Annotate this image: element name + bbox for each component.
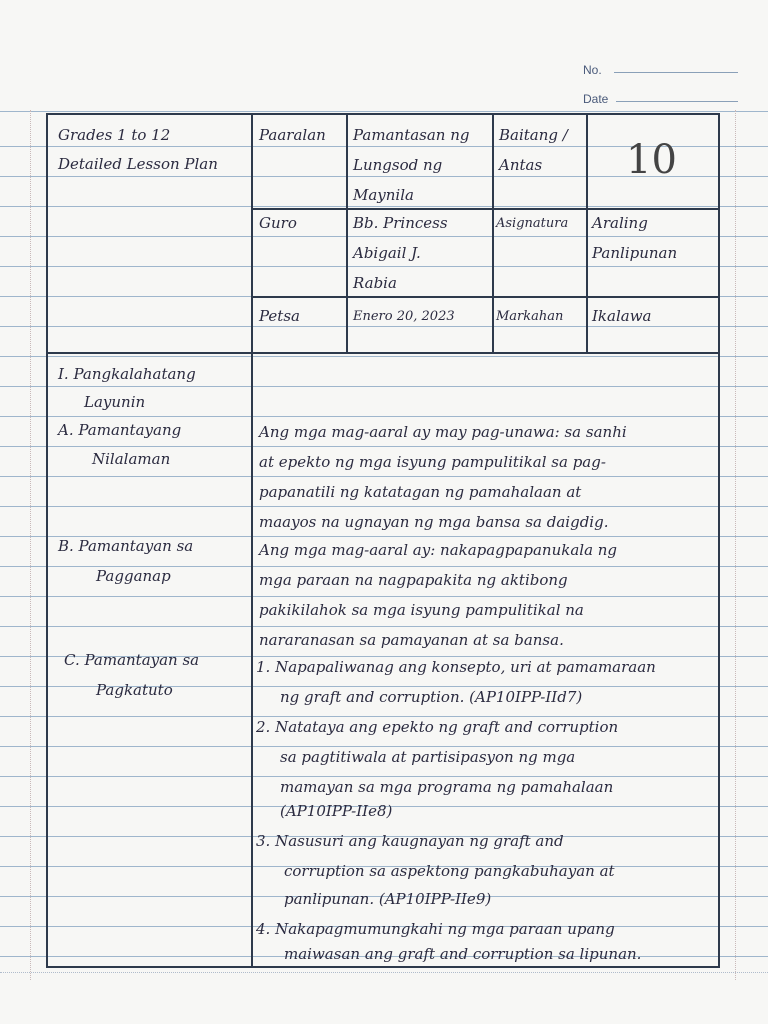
- section-a-label-line-1: A. Pamantayang: [58, 421, 182, 439]
- section-c-content-line-2: ng graft and corruption. (AP10IPP-IId7): [280, 688, 583, 706]
- section-1-heading-line-1: I. Pangkalahatang: [58, 365, 196, 383]
- section-c-content-line-11: maiwasan ang graft and corruption sa lipunan.: [284, 945, 642, 963]
- section-1-heading-line-2: Layunin: [84, 393, 146, 411]
- section-a-content-line-1: Ang mga mag-aaral ay may pag-unawa: sa sanhi: [259, 423, 627, 441]
- markahan-label: Markahan: [496, 309, 564, 324]
- asignatura-value-line-2: Panlipunan: [592, 244, 678, 262]
- section-b-content-line-4: nararanasan sa pamayanan at sa bansa.: [259, 631, 564, 649]
- section-c-content-line-1: 1. Napapaliwanag ang konsepto, uri at pamamaraan: [256, 658, 656, 676]
- section-b-content-line-1: Ang mga mag-aaral ay: nakapagpapanukala ng: [259, 541, 618, 559]
- markahan-value: Ikalawa: [592, 307, 652, 325]
- guro-value-line-2: Abigail J.: [353, 244, 421, 262]
- section-b-content-line-3: pakikilahok sa mga isyung pampulitikal na: [259, 601, 584, 619]
- no-line: [614, 72, 738, 73]
- date-line: [616, 101, 738, 102]
- section-c-content-line-8: corruption sa aspektong pangkabuhayan at: [284, 862, 615, 880]
- paaralan-value-line-3: Maynila: [353, 186, 414, 204]
- baitang-label-line-2: Antas: [499, 156, 543, 174]
- date-label: Date: [583, 92, 609, 106]
- section-a-content-line-3: papanatili ng katatagan ng pamahalaan at: [259, 483, 582, 501]
- section-c-content-line-9: panlipunan. (AP10IPP-IIe9): [284, 890, 492, 908]
- section-a-label-line-2: Nilalaman: [92, 450, 171, 468]
- paaralan-label: Paaralan: [259, 126, 326, 144]
- section-c-content-line-5: mamayan sa mga programa ng pamahalaan: [280, 778, 614, 796]
- guro-value-line-1: Bb. Princess: [353, 214, 448, 232]
- title-line-1: Grades 1 to 12: [58, 126, 171, 144]
- section-b-label-line-2: Pagganap: [96, 567, 171, 585]
- asignatura-value-line-1: Araling: [592, 214, 648, 232]
- section-c-content-line-7: 3. Nasusuri ang kaugnayan ng graft and: [256, 832, 564, 850]
- paaralan-value-line-1: Pamantasan ng: [353, 126, 470, 144]
- section-c-content-line-4: sa pagtitiwala at partisipasyon ng mga: [280, 748, 576, 766]
- title-line-2: Detailed Lesson Plan: [58, 155, 218, 173]
- baitang-label-line-1: Baitang /: [499, 126, 568, 144]
- section-c-label-line-2: Pagkatuto: [96, 681, 173, 699]
- guro-label: Guro: [259, 214, 297, 232]
- section-b-label-line-1: B. Pamantayan sa: [58, 537, 194, 555]
- guro-value-line-3: Rabia: [353, 274, 397, 292]
- section-c-content-line-10: 4. Nakapagmumungkahi ng mga paraan upang: [256, 920, 615, 938]
- section-a-content-line-4: maayos na ugnayan ng mga bansa sa daigdig.: [259, 513, 609, 531]
- asignatura-label: Asignatura: [496, 216, 569, 231]
- paaralan-value-line-2: Lungsod ng: [353, 156, 443, 174]
- petsa-label: Petsa: [259, 307, 300, 325]
- section-a-content-line-2: at epekto ng mga isyung pampulitikal sa pag-: [259, 453, 606, 471]
- section-c-content-line-3: 2. Natataya ang epekto ng graft and corruption: [256, 718, 619, 736]
- petsa-value: Enero 20, 2023: [353, 309, 455, 324]
- no-label: No.: [583, 63, 602, 77]
- baitang-value: 10: [626, 137, 677, 183]
- section-c-content-line-6: (AP10IPP-IIe8): [280, 802, 393, 820]
- section-c-label-line-1: C. Pamantayan sa: [64, 651, 200, 669]
- section-b-content-line-2: mga paraan na nagpapakita ng aktibong: [259, 571, 568, 589]
